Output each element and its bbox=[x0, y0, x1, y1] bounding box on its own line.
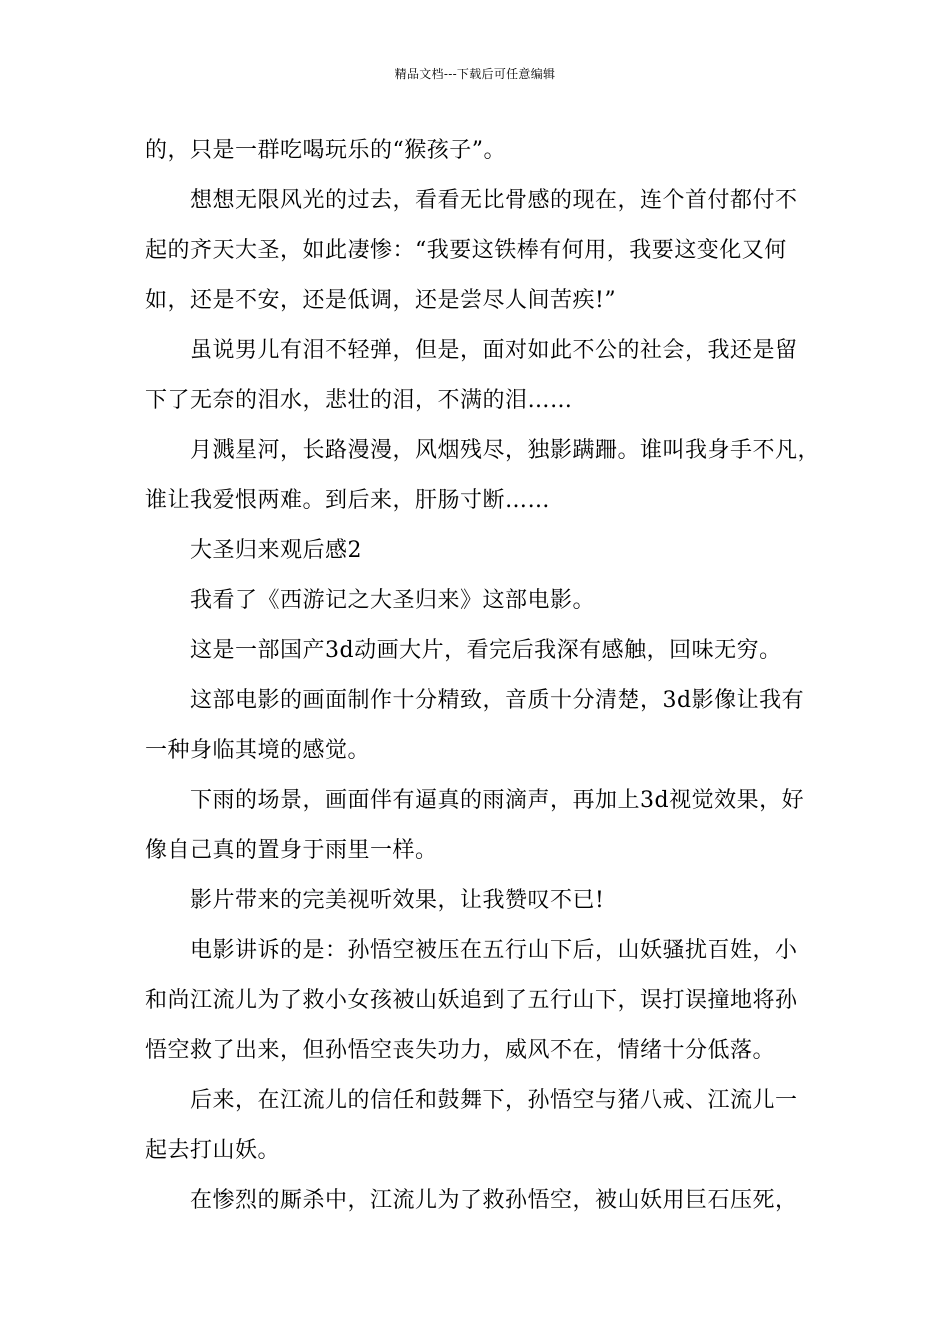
text-line: 像自己真的置身于雨里一样。 bbox=[145, 838, 438, 863]
paragraph-start: 想想无限风光的过去，看看无比骨感的现在，连个首付都付不 bbox=[190, 188, 798, 213]
document-body bbox=[145, 131, 825, 1231]
text-line: 和尚江流儿为了救小女孩被山妖追到了五行山下，误打误撞地将孙 bbox=[145, 988, 798, 1013]
paragraph-start: 在惨烈的厮杀中，江流儿为了救孙悟空，被山妖用巨石压死， bbox=[190, 1188, 798, 1213]
text-line: 下了无奈的泪水，悲壮的泪，不满的泪…… bbox=[145, 388, 573, 413]
paragraph-start: 下雨的场景，画面伴有逼真的雨滴声，再加上3d视觉效果，好 bbox=[190, 788, 805, 813]
text-line: 如，还是不安，还是低调，还是尝尽人间苦疾!” bbox=[145, 288, 617, 313]
paragraph-start: 这是一部国产3d动画大片，看完后我深有感触，回味无穷。 bbox=[190, 638, 782, 663]
text-line: 悟空救了出来，但孙悟空丧失功力，威风不在，情绪十分低落。 bbox=[145, 1038, 776, 1063]
text-line: 一种身临其境的感觉。 bbox=[145, 738, 371, 763]
paragraph-start: 电影讲诉的是：孙悟空被压在五行山下后，山妖骚扰百姓，小 bbox=[190, 938, 798, 963]
paragraph-start: 这部电影的画面制作十分精致，音质十分清楚，3d影像让我有 bbox=[190, 688, 805, 713]
paragraph-start: 虽说男儿有泪不轻弹，但是，面对如此不公的社会，我还是留 bbox=[190, 338, 798, 363]
paragraph-start: 影片带来的完美视听效果，让我赞叹不已! bbox=[190, 888, 605, 913]
section-heading: 大圣归来观后感2 bbox=[190, 538, 362, 563]
text-line: 谁让我爱恨两难。到后来，肝肠寸断…… bbox=[145, 488, 551, 513]
paragraph-start: 后来，在江流儿的信任和鼓舞下，孙悟空与猪八戒、江流儿一 bbox=[190, 1088, 798, 1113]
text-line: 起去打山妖。 bbox=[145, 1138, 281, 1163]
text-line: 起的齐天大圣，如此凄惨：“我要这铁棒有何用，我要这变化又何 bbox=[145, 238, 787, 263]
paragraph-start: 我看了《西游记之大圣归来》这部电影。 bbox=[190, 588, 596, 613]
text-line: 的，只是一群吃喝玩乐的“猴孩子”。 bbox=[145, 138, 506, 163]
paragraph-start: 月溅星河，长路漫漫，风烟残尽，独影蹒跚。谁叫我身手不凡， bbox=[190, 438, 821, 463]
page-header: 精品文档---下载后可任意编辑 bbox=[394, 67, 556, 81]
